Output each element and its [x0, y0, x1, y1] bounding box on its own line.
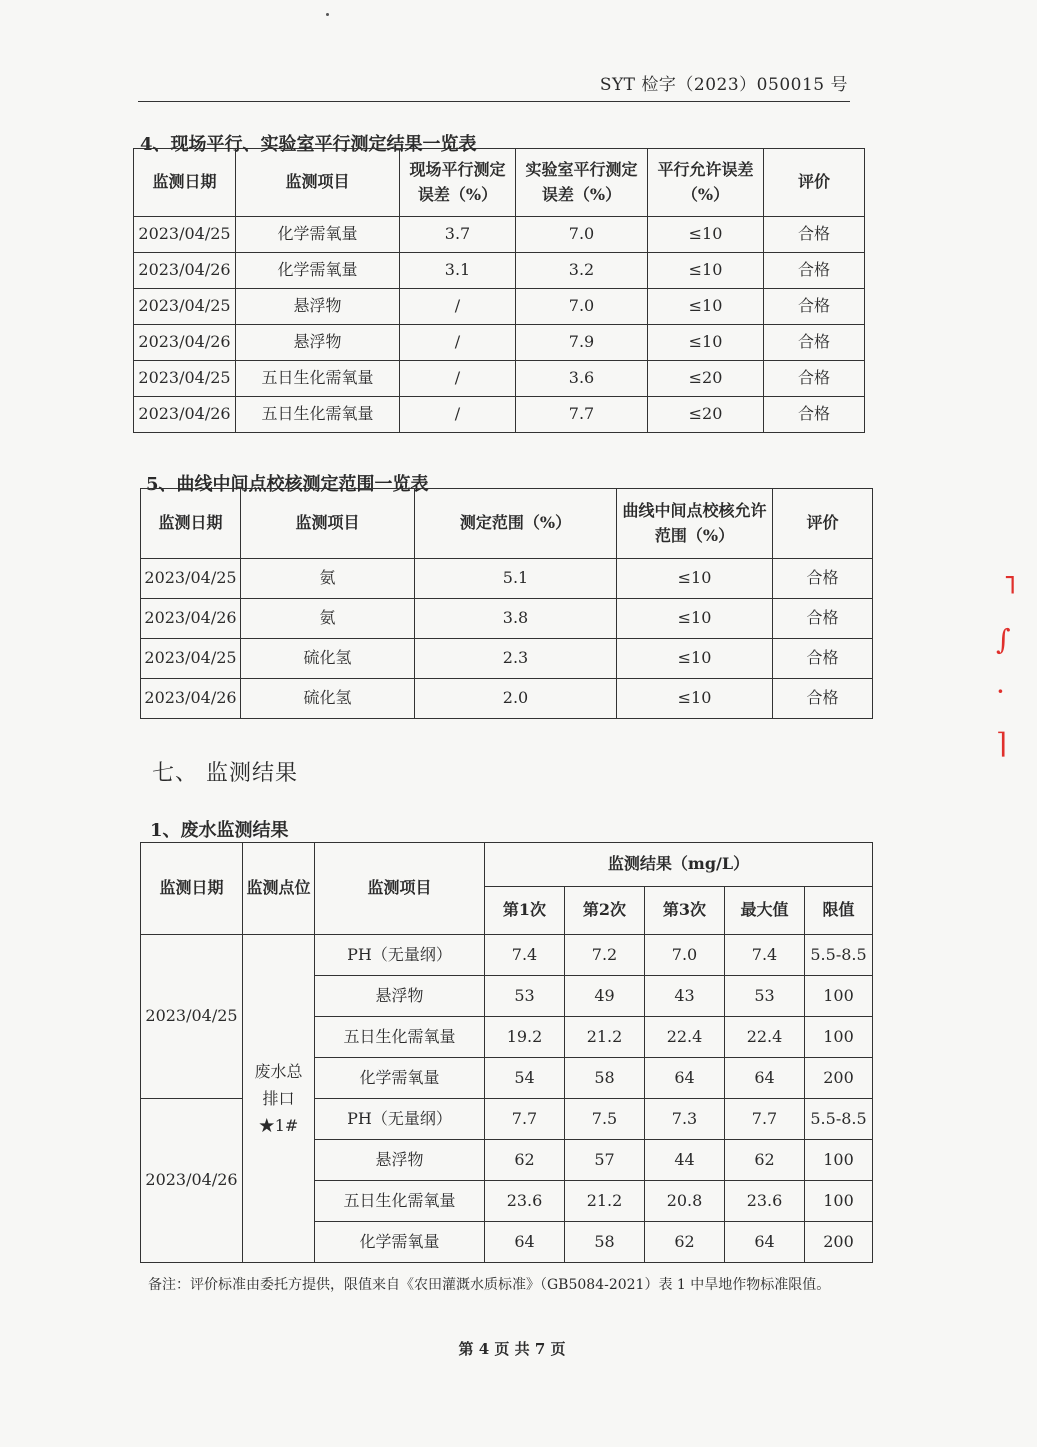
cell-allowed-range: ≤10: [617, 559, 773, 599]
cell-evaluation: 合格: [773, 639, 873, 679]
header-date: 监测日期: [141, 489, 241, 559]
cell-evaluation: 合格: [773, 559, 873, 599]
table-row: [141, 599, 873, 639]
cell-item: 氨: [241, 559, 415, 599]
section5-title: 5、曲线中间点校核测定范围一览表: [146, 474, 429, 495]
cell-item: 化学需氧量: [236, 217, 400, 253]
cell-date: 2023/04/26: [141, 679, 241, 719]
cell-max: 53: [725, 976, 805, 1017]
table-row: [141, 935, 873, 976]
cell-item: 化学需氧量: [236, 253, 400, 289]
cell-run3: 20.8: [645, 1181, 725, 1222]
section4-title: 4、现场平行、实验室平行测定结果一览表: [140, 134, 477, 155]
cell-run1: 64: [485, 1222, 565, 1263]
cell-run1: 23.6: [485, 1181, 565, 1222]
cell-max: 7.7: [725, 1099, 805, 1140]
page-footer: 第 4 页 共 7 页: [458, 1340, 566, 1358]
cell-run3: 7.3: [645, 1099, 725, 1140]
header-point: 监测点位: [243, 843, 315, 935]
cell-allowed-range: ≤10: [617, 599, 773, 639]
table-row: [134, 253, 865, 289]
cell-range: 5.1: [415, 559, 617, 599]
cell-run3: 62: [645, 1222, 725, 1263]
table-row: [141, 679, 873, 719]
cell-field-error: /: [400, 397, 516, 433]
cell-allowed-error: ≤20: [648, 397, 764, 433]
table-row: [134, 325, 865, 361]
cell-item: 化学需氧量: [315, 1058, 485, 1099]
cell-max: 23.6: [725, 1181, 805, 1222]
table-row: [141, 639, 873, 679]
cell-run1: 54: [485, 1058, 565, 1099]
cell-item: PH（无量纲）: [315, 935, 485, 976]
section71-title: 1、废水监测结果: [150, 820, 289, 841]
table-row: [141, 559, 873, 599]
header-max: 最大值: [725, 887, 805, 935]
calibration-table: [140, 488, 873, 719]
cell-evaluation: 合格: [773, 599, 873, 639]
footnote: 备注：评价标准由委托方提供，限值来自《农田灌溉水质标准》（GB5084-2021）表 1 中旱地作物标准限值。: [148, 1277, 831, 1293]
cell-allowed-error: ≤20: [648, 361, 764, 397]
header-evaluation: 评价: [764, 149, 865, 217]
cell-run3: 43: [645, 976, 725, 1017]
cell-date: 2023/04/26: [141, 1099, 243, 1263]
cell-run3: 44: [645, 1140, 725, 1181]
header-date: 监测日期: [141, 843, 243, 935]
cell-lab-error: 3.6: [516, 361, 648, 397]
cell-run1: 53: [485, 976, 565, 1017]
cell-max: 64: [725, 1222, 805, 1263]
cell-run2: 7.5: [565, 1099, 645, 1140]
cell-evaluation: 合格: [773, 679, 873, 719]
cell-date: 2023/04/25: [134, 289, 236, 325]
cell-item: 氨: [241, 599, 415, 639]
cell-date: 2023/04/26: [134, 325, 236, 361]
header-allowed-range: 曲线中间点校核允许范围（%）: [617, 489, 773, 559]
cell-date: 2023/04/25: [141, 639, 241, 679]
cell-limit: 200: [805, 1222, 873, 1263]
cell-item: 化学需氧量: [315, 1222, 485, 1263]
cell-run3: 22.4: [645, 1017, 725, 1058]
cell-allowed-error: ≤10: [648, 253, 764, 289]
wastewater-results-table: [140, 842, 873, 1263]
parallel-test-table: [133, 148, 865, 433]
header-lab-error: 实验室平行测定误差（%）: [516, 149, 648, 217]
header-run2: 第2次: [565, 887, 645, 935]
cell-date: 2023/04/26: [134, 253, 236, 289]
cell-item: 硫化氢: [241, 679, 415, 719]
cell-date: 2023/04/25: [134, 361, 236, 397]
cell-allowed-error: ≤10: [648, 217, 764, 253]
table-row: [134, 289, 865, 325]
header-run1: 第1次: [485, 887, 565, 935]
cell-range: 3.8: [415, 599, 617, 639]
cell-item: 五日生化需氧量: [236, 397, 400, 433]
cell-range: 2.0: [415, 679, 617, 719]
cell-lab-error: 7.7: [516, 397, 648, 433]
cell-item: 五日生化需氧量: [236, 361, 400, 397]
cell-run2: 21.2: [565, 1181, 645, 1222]
header-evaluation: 评价: [773, 489, 873, 559]
chapter7-title: 七、 监测结果: [152, 761, 298, 786]
cell-run1: 19.2: [485, 1017, 565, 1058]
table-row: [134, 361, 865, 397]
cell-field-error: 3.7: [400, 217, 516, 253]
cell-run2: 7.2: [565, 935, 645, 976]
header-item: 监测项目: [241, 489, 415, 559]
cell-max: 62: [725, 1140, 805, 1181]
cell-run1: 62: [485, 1140, 565, 1181]
cell-item: PH（无量纲）: [315, 1099, 485, 1140]
cell-item: 悬浮物: [236, 325, 400, 361]
cell-limit: 200: [805, 1058, 873, 1099]
cell-item: 悬浮物: [315, 1140, 485, 1181]
cell-run3: 7.0: [645, 935, 725, 976]
cell-date: 2023/04/25: [141, 935, 243, 1099]
cell-allowed-error: ≤10: [648, 325, 764, 361]
cell-date: 2023/04/26: [134, 397, 236, 433]
cell-item: 五日生化需氧量: [315, 1017, 485, 1058]
cell-point: 废水总排口★1#: [243, 935, 315, 1263]
cell-evaluation: 合格: [764, 361, 865, 397]
cell-run2: 49: [565, 976, 645, 1017]
cell-field-error: /: [400, 361, 516, 397]
cell-field-error: /: [400, 289, 516, 325]
header-date: 监测日期: [134, 149, 236, 217]
cell-evaluation: 合格: [764, 289, 865, 325]
cell-lab-error: 7.0: [516, 217, 648, 253]
cell-limit: 100: [805, 1181, 873, 1222]
scan-speck: [326, 13, 329, 16]
header-results: 监测结果（mg/L）: [485, 843, 873, 887]
cell-run2: 57: [565, 1140, 645, 1181]
cell-max: 7.4: [725, 935, 805, 976]
cell-evaluation: 合格: [764, 217, 865, 253]
cell-evaluation: 合格: [764, 397, 865, 433]
cell-limit: 100: [805, 976, 873, 1017]
table-row: [134, 397, 865, 433]
document-number: SYT 检字（2023）050015 号: [599, 75, 848, 95]
cell-allowed-range: ≤10: [617, 679, 773, 719]
header-limit: 限值: [805, 887, 873, 935]
cell-allowed-error: ≤10: [648, 289, 764, 325]
header-field-error: 现场平行测定误差（%）: [400, 149, 516, 217]
cell-item: 悬浮物: [315, 976, 485, 1017]
cell-run2: 58: [565, 1058, 645, 1099]
cell-lab-error: 7.9: [516, 325, 648, 361]
cell-run1: 7.7: [485, 1099, 565, 1140]
header-allowed-error: 平行允许误差（%）: [648, 149, 764, 217]
header-run3: 第3次: [645, 887, 725, 935]
cell-run3: 64: [645, 1058, 725, 1099]
cell-lab-error: 7.0: [516, 289, 648, 325]
cell-allowed-range: ≤10: [617, 639, 773, 679]
cell-max: 64: [725, 1058, 805, 1099]
cell-field-error: /: [400, 325, 516, 361]
cell-run2: 58: [565, 1222, 645, 1263]
cell-item: 五日生化需氧量: [315, 1181, 485, 1222]
header-rule: [138, 101, 850, 102]
cell-lab-error: 3.2: [516, 253, 648, 289]
header-item: 监测项目: [315, 843, 485, 935]
cell-limit: 5.5-8.5: [805, 1099, 873, 1140]
cell-range: 2.3: [415, 639, 617, 679]
cell-item: 硫化氢: [241, 639, 415, 679]
cell-field-error: 3.1: [400, 253, 516, 289]
cell-date: 2023/04/25: [134, 217, 236, 253]
header-range: 测定范围（%）: [415, 489, 617, 559]
cell-run1: 7.4: [485, 935, 565, 976]
cell-date: 2023/04/26: [141, 599, 241, 639]
header-item: 监测项目: [236, 149, 400, 217]
red-stamp-fragment: ⌐ ∫ · ⌉: [995, 573, 1028, 760]
cell-run2: 21.2: [565, 1017, 645, 1058]
cell-limit: 100: [805, 1140, 873, 1181]
cell-date: 2023/04/25: [141, 559, 241, 599]
cell-evaluation: 合格: [764, 325, 865, 361]
cell-limit: 100: [805, 1017, 873, 1058]
cell-limit: 5.5-8.5: [805, 935, 873, 976]
cell-item: 悬浮物: [236, 289, 400, 325]
cell-evaluation: 合格: [764, 253, 865, 289]
table-row: [134, 217, 865, 253]
cell-max: 22.4: [725, 1017, 805, 1058]
